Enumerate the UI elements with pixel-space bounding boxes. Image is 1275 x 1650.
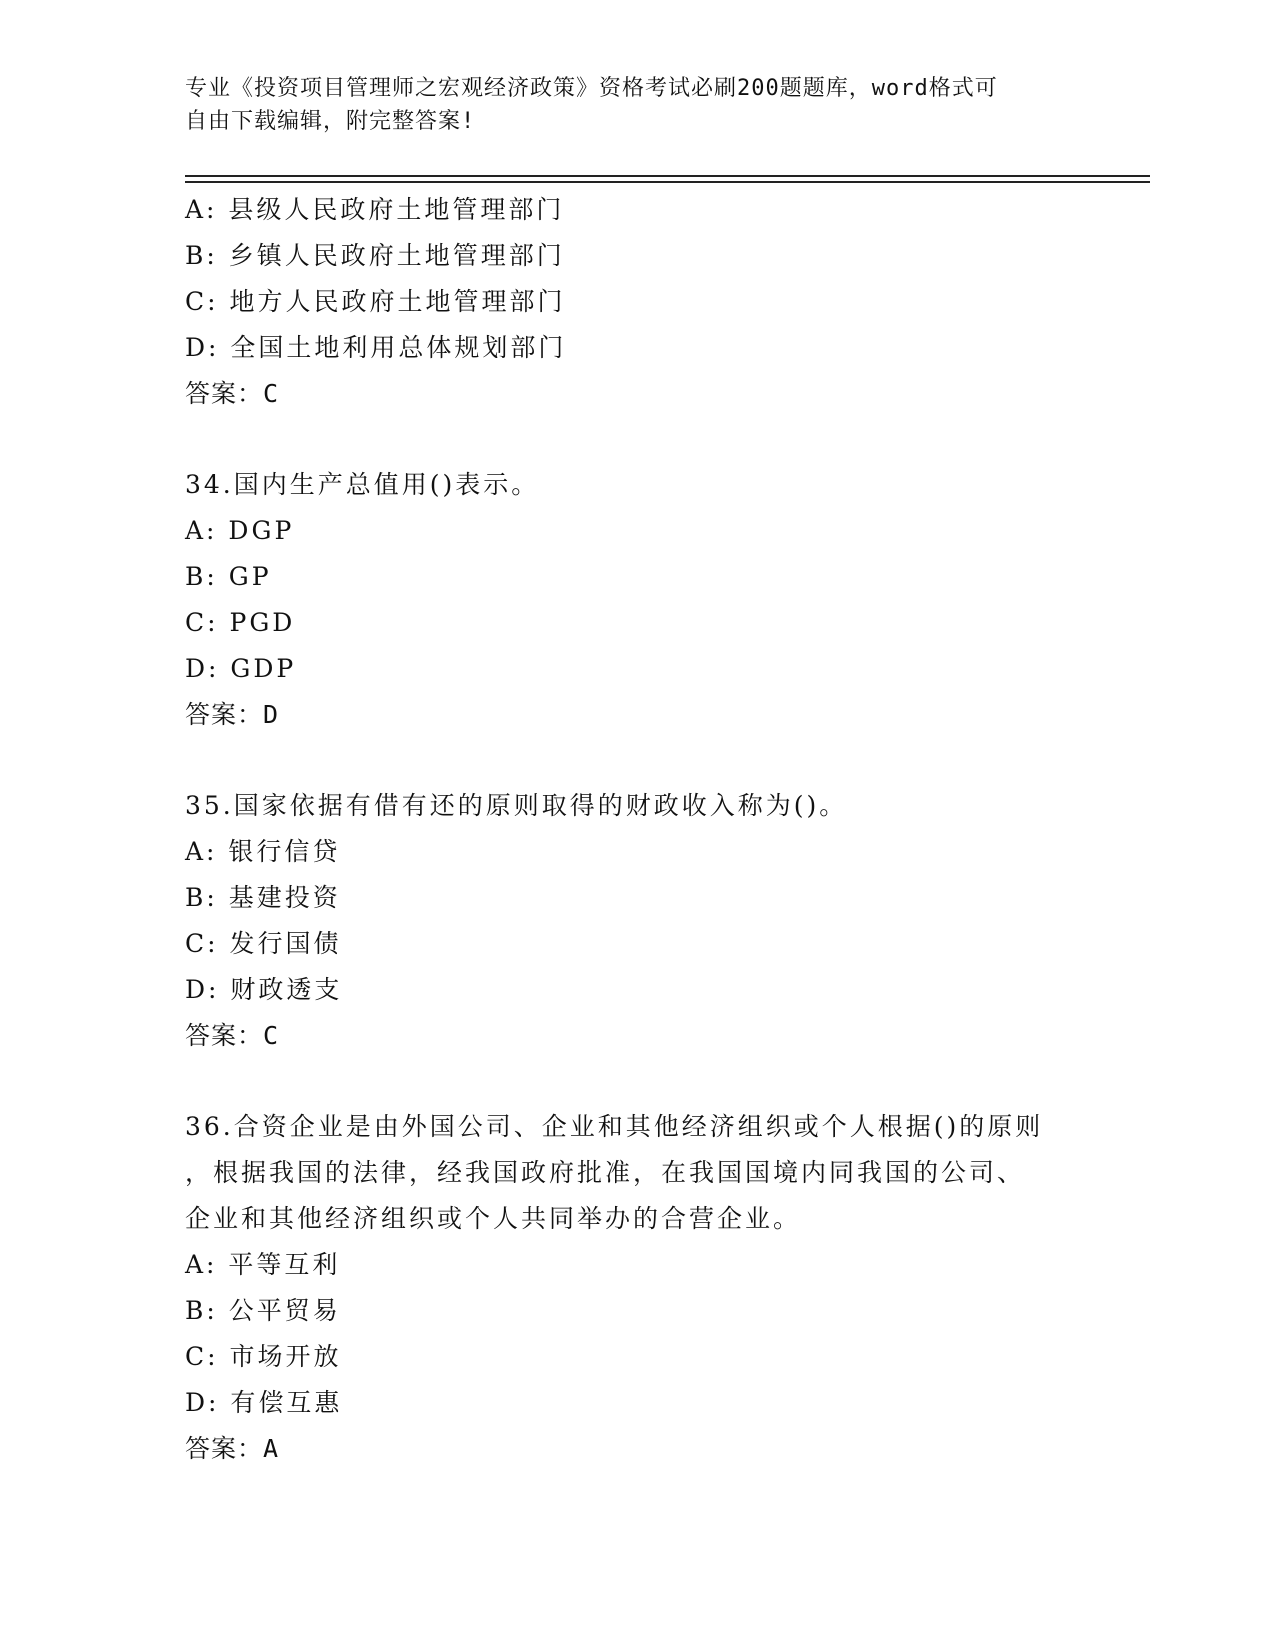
question-text: 35.国家依据有借有还的原则取得的财政收入称为()。 (185, 791, 848, 820)
option-b: B: GP (185, 562, 272, 591)
question-text-line-1: 36.合资企业是由外国公司、企业和其他经济组织或个人根据()的原则 (185, 1112, 1044, 1141)
option-d: D: GDP (185, 654, 297, 683)
question-text: 34.国内生产总值用()表示。 (185, 470, 540, 499)
option-c: C: 发行国债 (185, 929, 342, 958)
question-block (185, 1104, 1085, 1472)
option-a: A: 平等互利 (185, 1250, 341, 1279)
answer-line: 答案：A (185, 1434, 280, 1463)
question-text-line-2: ，根据我国的法律，经我国政府批准，在我国国境内同我国的公司、 (185, 1158, 1026, 1187)
answer-line: 答案：C (185, 379, 280, 408)
header-divider-bottom (185, 181, 1150, 183)
option-a: A: 银行信贷 (185, 837, 341, 866)
option-b: B: 公平贸易 (185, 1296, 341, 1325)
question-block (185, 783, 1085, 1059)
option-d: D: 全国土地利用总体规划部门 (185, 333, 567, 362)
question-list (185, 187, 1085, 1472)
question-block (185, 187, 1085, 417)
option-d: D: 有偿互惠 (185, 1388, 343, 1417)
option-d: D: 财政透支 (185, 975, 343, 1004)
header-line-1: 专业《投资项目管理师之宏观经济政策》资格考试必刷200题题库，word格式可 (185, 76, 998, 101)
question-text-line-3: 企业和其他经济组织或个人共同举办的合营企业。 (185, 1204, 802, 1233)
option-a: A: 县级人民政府土地管理部门 (185, 195, 565, 224)
option-a: A: DGP (185, 516, 295, 545)
option-b: B: 乡镇人民政府土地管理部门 (185, 241, 565, 270)
option-c: C: 地方人民政府土地管理部门 (185, 287, 566, 316)
header-divider-top (185, 175, 1150, 177)
document-header (185, 72, 1065, 138)
answer-line: 答案：C (185, 1021, 280, 1050)
question-block (185, 462, 1085, 738)
option-c: C: 市场开放 (185, 1342, 342, 1371)
header-line-2: 自由下载编辑，附完整答案! (185, 109, 476, 134)
answer-line: 答案：D (185, 700, 280, 729)
option-b: B: 基建投资 (185, 883, 341, 912)
option-c: C: PGD (185, 608, 296, 637)
